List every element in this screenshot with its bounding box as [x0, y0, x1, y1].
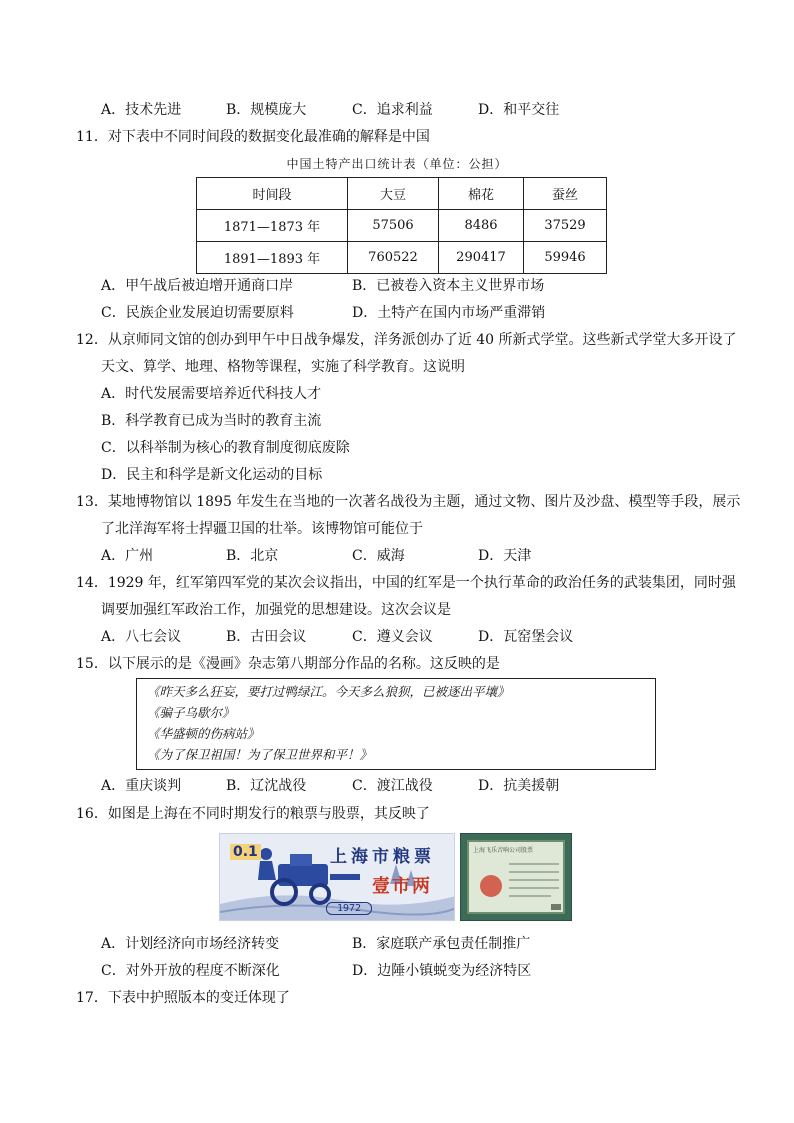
q13-option-a: A．广州	[101, 548, 154, 564]
q15-option-b: B．辽沈战役	[226, 778, 307, 794]
q16-option-c: C．对外开放的程度不断深化	[101, 963, 280, 979]
cartoon-title: 《骗子乌歇尔》	[147, 705, 235, 720]
ticket-title: 上海市粮票	[330, 847, 435, 867]
cartoon-title: 《华盛顿的伤病站》	[147, 726, 260, 741]
table-cell: 59946	[524, 242, 607, 274]
q13-stem-line2: 了北洋海军将士捍疆卫国的壮举。该博物馆可能位于	[101, 521, 423, 537]
export-table	[196, 177, 607, 274]
table-header: 棉花	[439, 178, 524, 210]
table-cell: 37529	[524, 210, 607, 242]
q17-stem: 17．下表中护照版本的变迁体现了	[76, 990, 290, 1006]
q15-stem: 15．以下展示的是《漫画》杂志第八期部分作品的名称。这反映的是	[76, 656, 500, 672]
table-cell: 1891—1893 年	[197, 242, 348, 274]
table-header: 时间段	[197, 178, 348, 210]
table-header: 蚕丝	[524, 178, 607, 210]
q14-option-a: A．八七会议	[101, 629, 182, 645]
q14-stem-line1: 14．1929 年，红军第四军党的某次会议指出，中国的红军是一个执行革命的政治任务的武装集团，同时强	[76, 575, 736, 591]
grain-ration-ticket	[219, 833, 455, 921]
q11-option-a: A．甲午战后被迫增开通商口岸	[101, 278, 294, 294]
q16-stem: 16．如图是上海在不同时期发行的粮票与股票，其反映了	[76, 806, 430, 822]
table-cell: 290417	[439, 242, 524, 274]
q12-option-d: D．民主和科学是新文化运动的目标	[101, 467, 323, 483]
stock-seal-icon	[461, 834, 573, 922]
q11-option-c: C．民族企业发展迫切需要原料	[101, 305, 294, 321]
table-header-row	[197, 178, 607, 210]
stock-certificate	[460, 833, 572, 921]
table-row	[197, 210, 607, 242]
ticket-denomination: 0.1	[230, 844, 261, 860]
q12-option-b: B．科学教育已成为当时的教育主流	[101, 413, 322, 429]
q11-table-caption: 中国土特产出口统计表（单位：公担）	[286, 157, 508, 171]
q10-option-b: B．规模庞大	[226, 102, 307, 118]
table-cell: 760522	[348, 242, 439, 274]
table-cell: 57506	[348, 210, 439, 242]
q11-option-b: B．已被卷入资本主义世界市场	[352, 278, 545, 294]
q16-option-a: A．计划经济向市场经济转变	[101, 936, 280, 952]
q13-stem-line1: 13．某地博物馆以 1895 年发生在当地的一次著名战役为主题，通过文物、图片及沙盘、模型等手段，展示	[76, 494, 741, 510]
q12-stem-line1: 12．从京师同文馆的创办到甲午中日战争爆发，洋务派创办了近 40 所新式学堂。这些新式学堂大多开设了	[76, 332, 737, 348]
q12-option-c: C．以科举制为核心的教育制度彻底废除	[101, 440, 350, 456]
q15-option-c: C．渡江战役	[352, 778, 433, 794]
ticket-year: 1972	[326, 902, 372, 915]
q16-option-d: D．边陲小镇蜕变为经济特区	[352, 963, 532, 979]
table-row	[197, 242, 607, 274]
q13-option-b: B．北京	[226, 548, 279, 564]
q14-option-d: D．瓦窑堡会议	[478, 629, 574, 645]
cartoon-title: 《为了保卫祖国！为了保卫世界和平！》	[147, 747, 373, 762]
q10-option-c: C．追求利益	[352, 102, 433, 118]
ticket-amount: 壹市两	[372, 876, 432, 897]
q10-option-d: D．和平交往	[478, 102, 560, 118]
q12-option-a: A．时代发展需要培养近代科技人才	[101, 386, 322, 402]
q12-stem-line2: 天文、算学、地理、格物等课程，实施了科学教育。这说明	[101, 359, 465, 375]
q11-option-d: D．土特产在国内市场严重滞销	[352, 305, 546, 321]
q14-option-c: C．遵义会议	[352, 629, 433, 645]
q15-option-d: D．抗美援朝	[478, 778, 560, 794]
q16-option-b: B．家庭联产承包责任制推广	[352, 936, 531, 952]
q14-option-b: B．古田会议	[226, 629, 307, 645]
q10-option-a: A．技术先进	[101, 102, 182, 118]
table-cell: 1871—1873 年	[197, 210, 348, 242]
q13-option-d: D．天津	[478, 548, 532, 564]
table-header: 大豆	[348, 178, 439, 210]
q15-option-a: A．重庆谈判	[101, 778, 182, 794]
cartoon-title: 《昨天多么狂妄，要打过鸭绿江。今天多么狼狈，已被逐出平壤》	[147, 684, 510, 699]
stock-title: 上海飞乐音响公司股票	[473, 847, 534, 854]
q11-stem: 11．对下表中不同时间段的数据变化最准确的解释是中国	[76, 129, 430, 145]
table-cell: 8486	[439, 210, 524, 242]
q13-option-c: C．威海	[352, 548, 405, 564]
q14-stem-line2: 调要加强红军政治工作，加强党的思想建设。这次会议是	[101, 602, 451, 618]
cartoon-titles-box	[136, 678, 656, 770]
